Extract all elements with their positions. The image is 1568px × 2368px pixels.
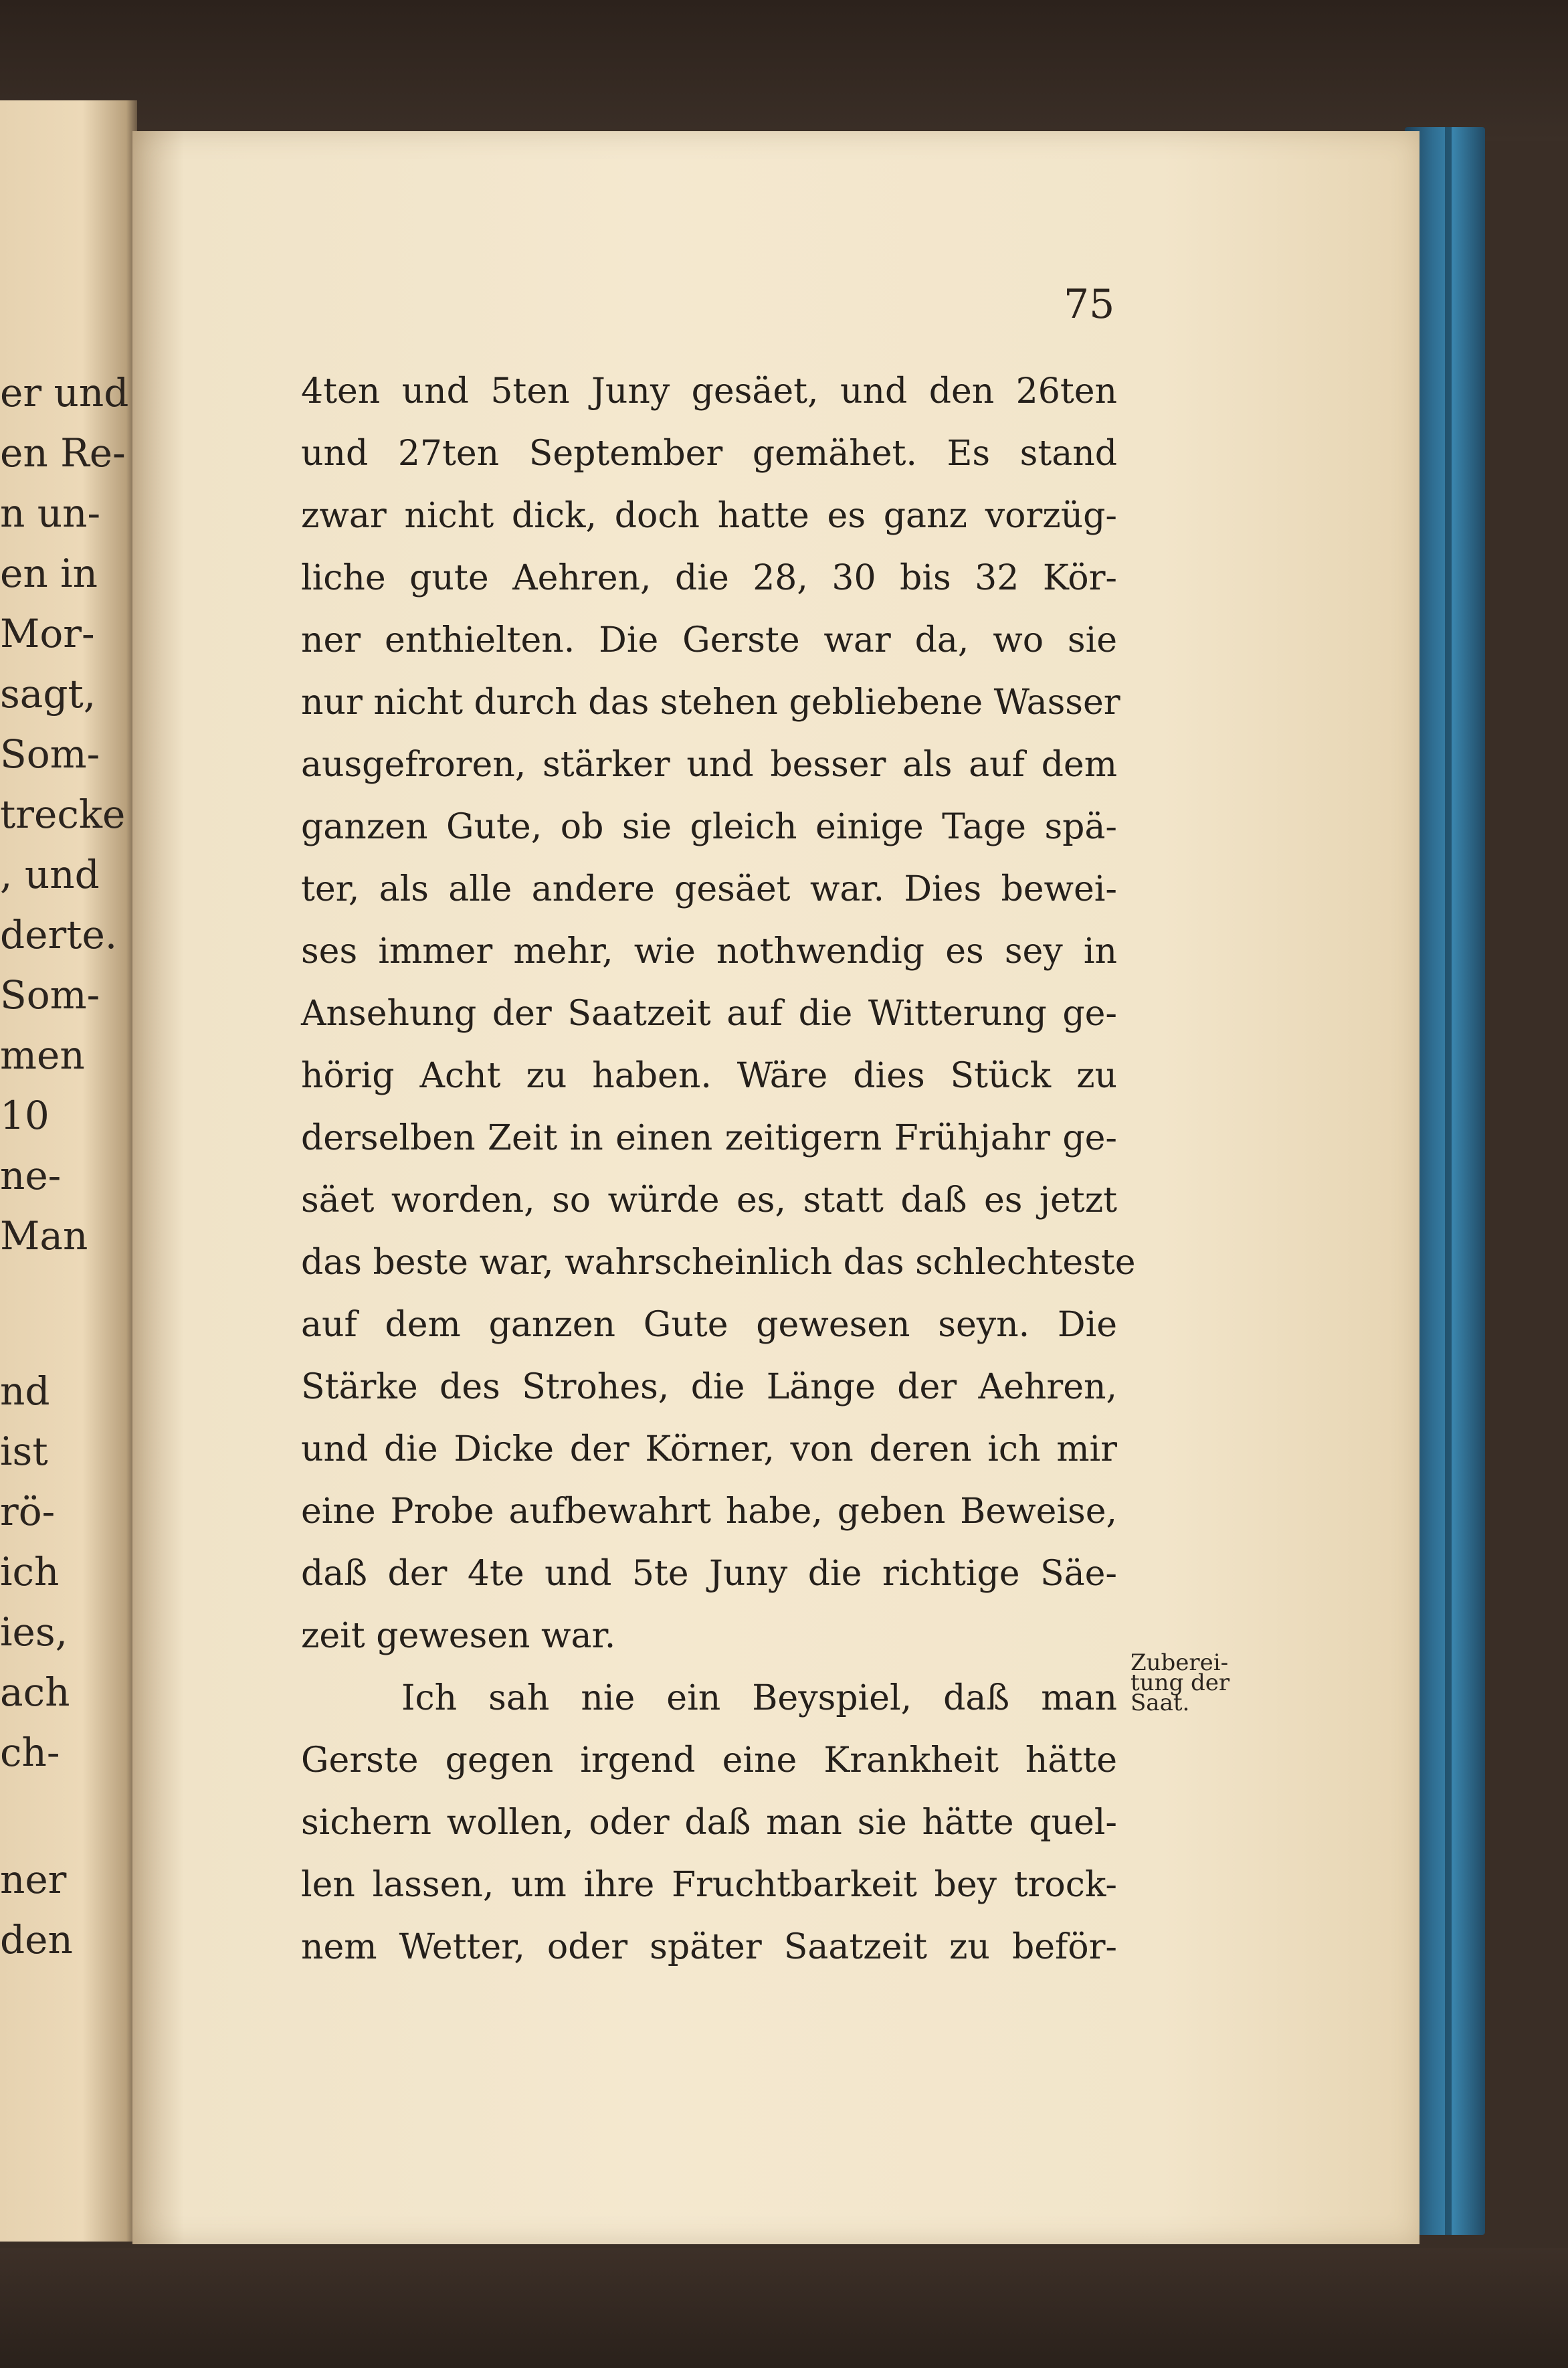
left-page-fragment: ne- xyxy=(0,1153,62,1198)
text-line: auf dem ganzen Gute gewesen seyn. Die xyxy=(301,1305,1117,1345)
text-line: hörig Acht zu haben. Wäre dies Stück zu xyxy=(301,1056,1117,1096)
text-line: daß der 4te und 5te Juny die richtige Säe- xyxy=(301,1554,1117,1594)
text-line: ter, als alle andere gesäet war. Dies bewei- xyxy=(301,869,1117,909)
text-line: sichern wollen, oder daß man sie hätte quel- xyxy=(301,1803,1117,1843)
text-line: zeit gewesen war. xyxy=(301,1616,616,1656)
left-page-fragment: den xyxy=(0,1917,73,1963)
left-page-fragment: Som- xyxy=(0,731,100,777)
text-line: eine Probe aufbewahrt habe, geben Beweise, xyxy=(301,1491,1117,1532)
left-page-fragment: 10 xyxy=(0,1093,50,1138)
left-page-fragment: n un- xyxy=(0,490,101,536)
left-page-fragment: Som- xyxy=(0,972,100,1018)
text-line: 4ten und 5ten Juny gesäet, und den 26ten xyxy=(301,371,1117,412)
marginal-note-line: Zuberei- xyxy=(1131,1649,1229,1676)
text-line: len lassen, um ihre Fruchtbarkeit bey trock- xyxy=(301,1865,1117,1905)
left-page-fragment: er und xyxy=(0,370,129,416)
text-line: derselben Zeit in einen zeitigern Frühjahr ge- xyxy=(301,1118,1117,1158)
left-page-fragment: en in xyxy=(0,551,98,596)
text-line: das beste war, wahrscheinlich das schlechteste xyxy=(301,1243,1136,1283)
left-page-fragment: ch- xyxy=(0,1730,60,1775)
left-page-fragment: nd xyxy=(0,1368,50,1414)
left-page-fragment: men xyxy=(0,1032,85,1078)
left-page-fragment: derte. xyxy=(0,912,118,958)
left-page-fragment: Man xyxy=(0,1213,88,1259)
text-line: Stärke des Strohes, die Länge der Aehren, xyxy=(301,1367,1117,1407)
left-page-fragment: ich xyxy=(0,1549,60,1595)
text-line: Ansehung der Saatzeit auf die Witterung ge- xyxy=(301,994,1117,1034)
text-line: nur nicht durch das stehen gebliebene Wasser xyxy=(301,682,1120,723)
left-page-fragment: rö- xyxy=(0,1489,56,1534)
text-line: nem Wetter, oder später Saatzeit zu beför- xyxy=(301,1927,1117,1967)
left-page-fragment: sagt, xyxy=(0,671,96,717)
background-top xyxy=(0,0,1568,141)
marginal-note-line: tung der xyxy=(1131,1669,1230,1696)
text-line: Gerste gegen irgend eine Krankheit hätte xyxy=(301,1740,1117,1781)
text-line: ausgefroren, stärker und besser als auf dem xyxy=(301,745,1117,785)
marginal-note-line: Saat. xyxy=(1131,1690,1190,1716)
background-bottom xyxy=(0,2248,1568,2368)
text-line: ganzen Gute, ob sie gleich einige Tage spä- xyxy=(301,807,1117,847)
text-line: und die Dicke der Körner, von deren ich mir xyxy=(301,1429,1117,1469)
left-page-fragment: trecke xyxy=(0,792,126,837)
left-page-fragment: ies, xyxy=(0,1609,68,1655)
left-page-fragment: Mor- xyxy=(0,611,95,656)
left-page-fragment: , und xyxy=(0,852,100,897)
left-page-fragment: ach xyxy=(0,1669,70,1715)
text-line: ses immer mehr, wie nothwendig es sey in xyxy=(301,931,1117,972)
text-line: ner enthielten. Die Gerste war da, wo sie xyxy=(301,620,1117,660)
left-page xyxy=(0,100,137,2242)
text-line: liche gute Aehren, die 28, 30 bis 32 Kör- xyxy=(301,558,1117,598)
marginal-note xyxy=(1131,1649,1264,1716)
text-line: und 27ten September gemähet. Es stand xyxy=(301,434,1117,474)
text-line: Ich sah nie ein Beyspiel, daß man xyxy=(401,1678,1117,1718)
text-line: säet worden, so würde es, statt daß es jetzt xyxy=(301,1180,1117,1220)
left-page-fragment: ist xyxy=(0,1429,48,1474)
page-number: 75 xyxy=(1064,281,1115,328)
text-line: zwar nicht dick, doch hatte es ganz vorzüg- xyxy=(301,496,1117,536)
left-page-fragment: ner xyxy=(0,1857,67,1902)
left-page-fragment: en Re- xyxy=(0,430,126,476)
body-text xyxy=(301,361,1136,1979)
